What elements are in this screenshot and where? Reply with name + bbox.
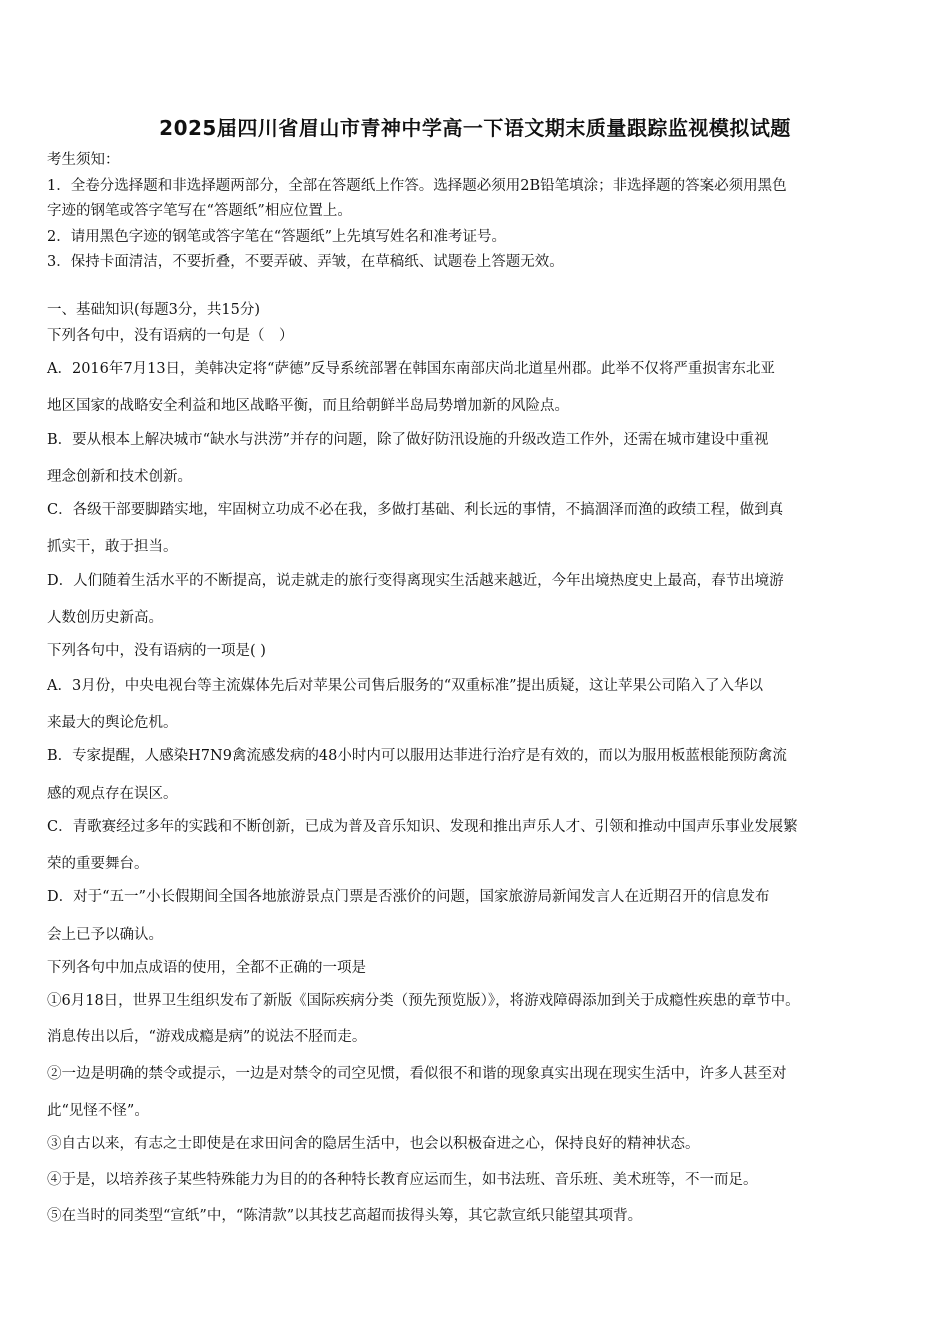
question-3-stem: 下列各句中加点成语的使用，全都不正确的一项是 (47, 960, 366, 976)
q2-option-d: D．对于“五一”小长假期间全国各地旅游景点门票是否涨价的问题，国家旅游局新闻发言人在近期召开的信息发布 (47, 889, 770, 905)
q1-option-b: B．要从根本上解决城市“缺水与洪涝”并存的问题，除了做好防汛设施的升级改造工作外，还需在城市建设中重视 (47, 432, 769, 448)
q2-option-a-cont: 来最大的舆论危机。 (47, 715, 178, 731)
q3-item-cont: 此“见怪不怪”。 (47, 1103, 149, 1119)
q1-option-c-cont: 抓实干，敢于担当。 (47, 539, 178, 555)
q2-option-b: B．专家提醒，人感染H7N9禽流感发病的48小时内可以服用达菲进行治疗是有效的，而以为服用板蓝根能预防禽流 (47, 748, 787, 764)
q2-option-a: A．3月份，中央电视台等主流媒体先后对苹果公司售后服务的“双重标准”提出质疑，这让苹果公司陷入了入华以 (47, 678, 764, 694)
q3-item: ②一边是明确的禁令或提示，一边是对禁令的司空见惯，看似很不和谐的现象真实出现在现实生活中，许多人甚至对 (47, 1066, 787, 1082)
q3-item: ④于是，以培养孩子某些特殊能力为目的的各种特长教育应运而生，如书法班、音乐班、美术班等，不一而足。 (47, 1172, 758, 1188)
q1-option-c: C．各级干部要脚踏实地，牢固树立功成不必在我，多做打基础、利长远的事情，不搞涸泽而渔的政绩工程，做到真 (47, 502, 784, 518)
q3-item: ①6月18日，世界卫生组织发布了新版《国际疾病分类（预先预览版）》，将游戏障碍添加到关于成瘾性疾患的章节中。 (47, 993, 800, 1009)
q2-option-c: C．青歌赛经过多年的实践和不断创新，已成为普及音乐知识、发现和推出声乐人才、引领和推动中国声乐事业发展繁 (47, 819, 798, 835)
exam-title: 2025届四川省眉山市青神中学高一下语文期末质量跟踪监视模拟试题 (159, 116, 791, 140)
q2-option-b-cont: 感的观点存在误区。 (47, 786, 178, 802)
section-heading: 一、基础知识(每题3分，共15分) (47, 302, 260, 318)
q3-item: ⑤在当时的同类型“宣纸”中，“陈清款”以其技艺高超而拔得头筹，其它款宣纸只能望其项背。 (47, 1208, 643, 1224)
q3-item: ③自古以来，有志之士即使是在求田问舍的隐居生活中，也会以积极奋进之心，保持良好的精神状态。 (47, 1136, 700, 1152)
q1-option-a-cont: 地区国家的战略安全利益和地区战略平衡，而且给朝鲜半岛局势增加新的风险点。 (47, 398, 569, 414)
notice-item: 2．请用黑色字迹的钢笔或答字笔在“答题纸”上先填写姓名和准考证号。 (47, 229, 507, 245)
question-2-stem: 下列各句中，没有语病的一项是( ) (47, 643, 266, 659)
notice-item: 3．保持卡面清洁，不要折叠，不要弄破、弄皱，在草稿纸、试题卷上答题无效。 (47, 254, 564, 270)
q2-option-d-cont: 会上已予以确认。 (47, 927, 163, 943)
q1-option-b-cont: 理念创新和技术创新。 (47, 469, 192, 485)
notice-item: 1．全卷分选择题和非选择题两部分，全部在答题纸上作答。选择题必须用2B铅笔填涂；非选择题的答案必须用黑色 (47, 178, 787, 194)
q1-option-d-cont: 人数创历史新高。 (47, 610, 163, 626)
q1-option-d: D．人们随着生活水平的不断提高，说走就走的旅行变得离现实生活越来越近，今年出境热度史上最高，春节出境游 (47, 573, 784, 589)
q2-option-c-cont: 荣的重要舞台。 (47, 856, 149, 872)
notice-item: 字迹的钢笔或答字笔写在“答题纸”相应位置上。 (47, 203, 352, 219)
question-1-stem: 下列各句中，没有语病的一句是（ ） (47, 328, 294, 344)
notice-heading: 考生须知： (47, 152, 120, 168)
q3-item-cont: 消息传出以后，“游戏成瘾是病”的说法不胫而走。 (47, 1029, 367, 1045)
q1-option-a: A．2016年7月13日，美韩决定将“萨德”反导系统部署在韩国东南部庆尚北道星州郡。此举不仅将严重损害东北亚 (47, 361, 775, 377)
